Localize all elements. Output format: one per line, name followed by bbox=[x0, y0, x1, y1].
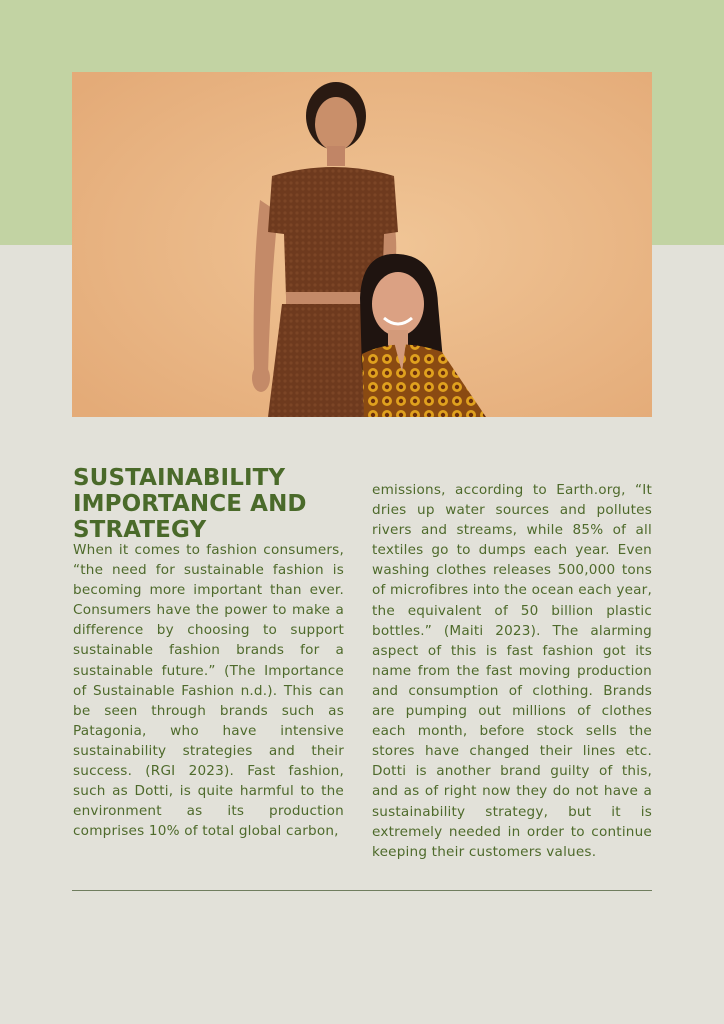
article-column-right: emissions, according to Earth.org, “It dries up water sources and pollutes rivers and streams, while 85% of all textiles go to dumps each year. Even washing clothes releases 500,000 tons of microfibres into the ocean each year, the equivalent of 50 billion plastic bottles.” (Maiti 2023). The alarming aspect of this is fast fashion got its name from the fast moving production and consumption of clothing. Brands are pumping out millions of clothes each month, before stock sells the stores have changed their lines etc. Dotti is another brand guilty of this, and as of right now they do not have a sustainability strategy, but it is extremely needed in order to continue keeping their customers values. bbox=[372, 482, 652, 860]
fashion-photo bbox=[72, 72, 652, 417]
footer-divider bbox=[72, 890, 652, 891]
article-heading: SUSTAINABILITY IMPORTANCE AND STRATEGY bbox=[73, 465, 307, 543]
article-column-left: When it comes to fashion consumers, “the need for sustainable fashion is becoming more important than ever. Consumers have the power to make a difference by choosing to support sustainable fashion brands for a sustainable future.” (The Importance of Sustainable Fashion n.d.). This can be seen through brands such as Patagonia, who have intensive sustainability strategies and their success. (RGI 2023). Fast fashion, such as Dotti, is quite harmful to the environment as its production comprises 10% of total global carbon, bbox=[73, 542, 344, 840]
